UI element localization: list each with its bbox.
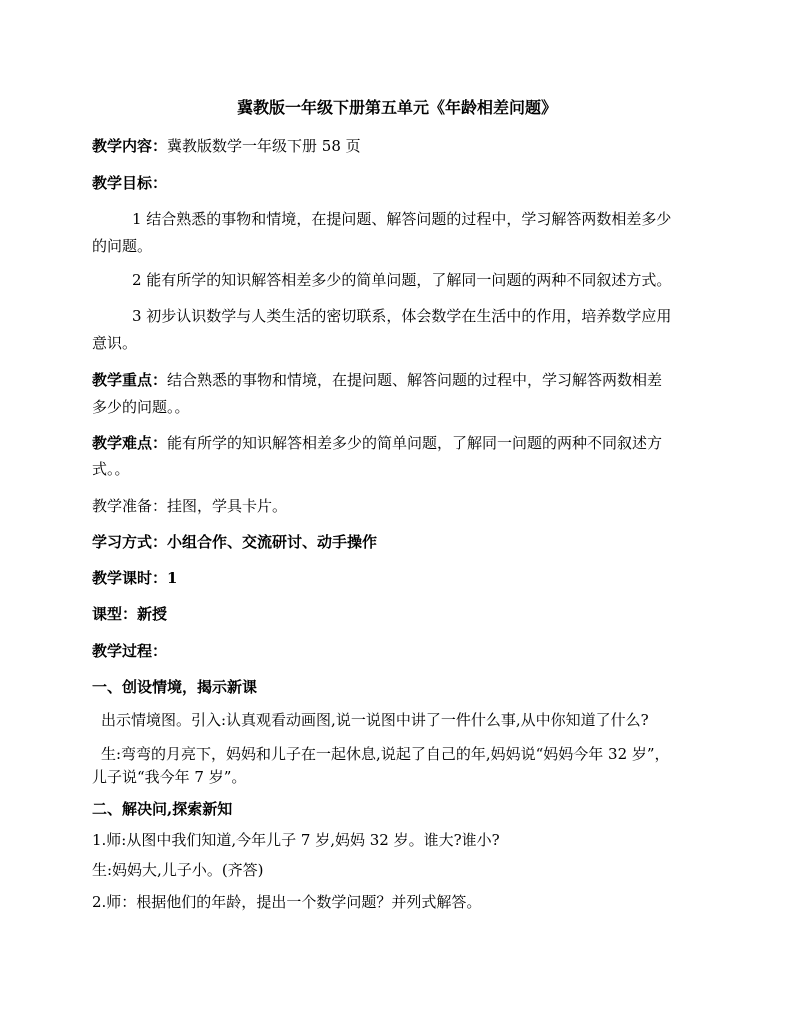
difficulty-line-2: 式。。 (92, 460, 130, 478)
lesson-type-value: 新授 (137, 605, 168, 623)
objective-3-line-2: 意识。 (92, 334, 138, 352)
difficulty-text: 能有所学的知识解答相差多少的简单问题，了解同一问题的两种不同叙述方 (167, 434, 663, 452)
key-point-label: 教学重点： (92, 371, 168, 389)
key-point-text: 结合熟悉的事物和情境，在提问题、解答问题的过程中，学习解答两数相差 (167, 371, 663, 389)
teaching-content-label: 教学内容： (92, 137, 168, 155)
key-point-line-2: 多少的问题。。 (92, 398, 190, 416)
section-1-paragraph-2-line-2: 儿子说“我今年 7 岁”。 (92, 768, 247, 786)
section-2-heading: 二、解决问,探索新知 (92, 800, 233, 818)
key-point-line-1 (92, 368, 704, 392)
teaching-periods: 教学课时：1 (92, 569, 178, 587)
section-1-heading: 一、创设情境，揭示新课 (92, 678, 258, 696)
section-1-paragraph-2-line-1: 生:弯弯的月亮下，妈妈和儿子在一起休息,说起了自己的年,妈妈说“妈妈今年 32 岁”， (101, 745, 670, 763)
answer-1: 生:妈妈大,儿子小。(齐答) (92, 861, 264, 879)
objective-2: 2 能有所学的知识解答相差多少的简单问题，了解同一问题的两种不同叙述方式。 (132, 271, 672, 289)
document-title: 冀教版一年级下册第五单元《年龄相差问题》 (236, 98, 557, 117)
objective-1-line-1: 1 结合熟悉的事物和情境，在提问题、解答问题的过程中，学习解答两数相差多少 (132, 210, 672, 228)
section-1-paragraph-1: 出示情境图。引入:认真观看动画图,说一说图中讲了一件什么事,从中你知道了什么? (101, 711, 649, 729)
question-1: 1.师:从图中我们知道,今年儿子 7 岁,妈妈 32 岁。谁大?谁小? (92, 831, 500, 849)
learning-method: 学习方式：小组合作、交流研讨、动手操作 (92, 533, 378, 551)
teaching-process-label: 教学过程： (92, 642, 168, 660)
lesson-type-label: 课型： (92, 605, 138, 623)
teaching-objectives-label: 教学目标： (92, 174, 168, 192)
teaching-content (92, 134, 704, 158)
objective-3-line-1: 3 初步认识数学与人类生活的密切联系，体会数学在生活中的作用，培养数学应用 (132, 307, 672, 325)
teaching-content-value: 冀教版数学一年级下册 58 页 (167, 137, 361, 155)
difficulty-line-1 (92, 431, 704, 455)
question-2: 2.师：根据他们的年龄，提出一个数学问题？并列式解答。 (92, 893, 482, 911)
teaching-preparation: 教学准备：挂图，学具卡片。 (92, 497, 288, 515)
objective-1-line-2: 的问题。 (92, 237, 153, 255)
difficulty-label: 教学难点： (92, 434, 168, 452)
lesson-type (92, 602, 704, 626)
